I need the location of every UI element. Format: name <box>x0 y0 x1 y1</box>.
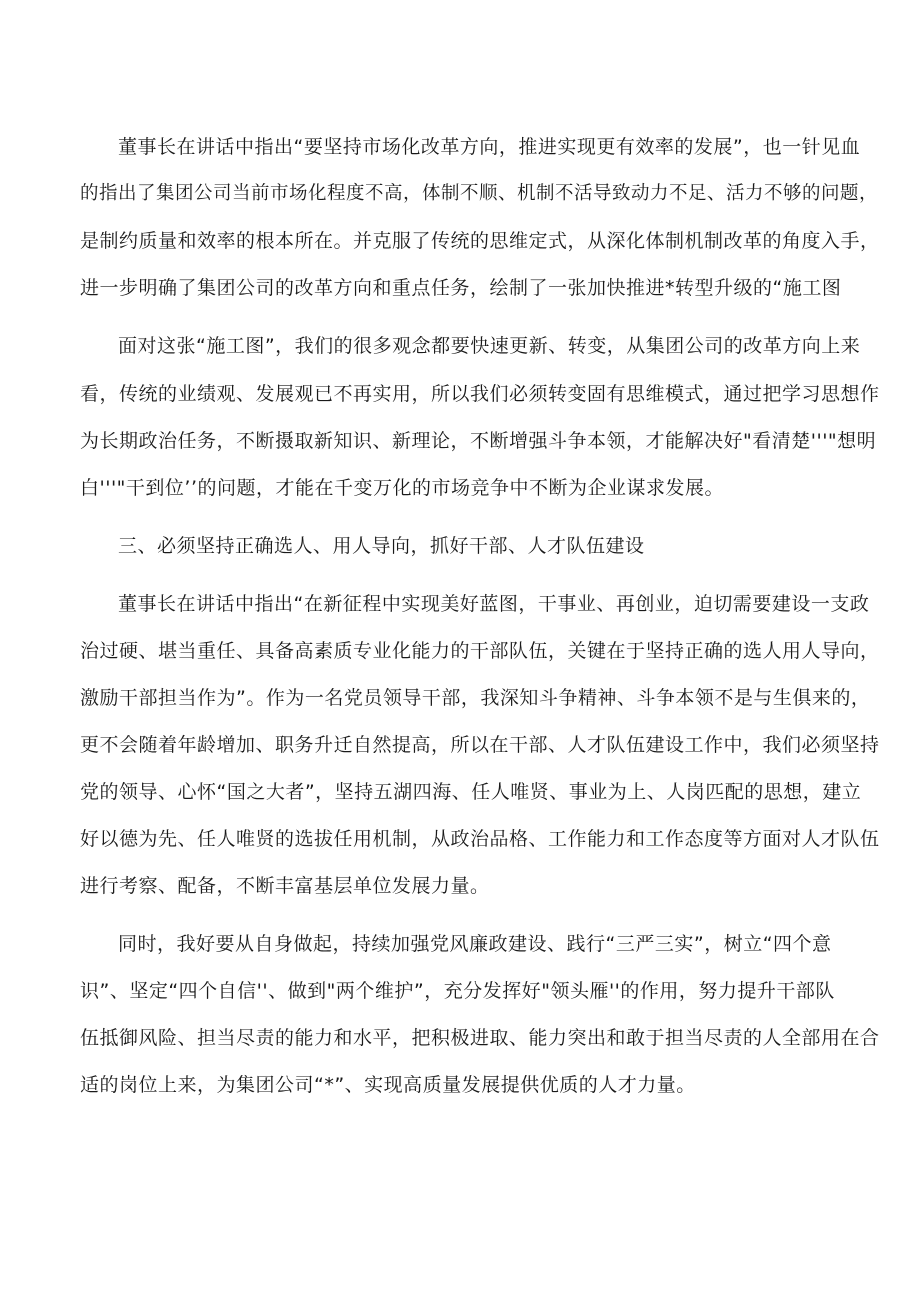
section-heading: 三、必须坚持正确选人、用人导向，抓好干部、人才队伍建设 <box>118 535 645 557</box>
paragraph-4-line-3: 激励干部担当作为”。作为一名党员领导干部，我深知斗争精神、斗争本领不是与生俱来的， <box>80 687 871 709</box>
paragraph-5-line-3: 伍抵御风险、担当尽责的能力和水平，把积极进取、能力突出和敢于担当尽责的人全部用在合 <box>80 1027 880 1049</box>
paragraph-2-line-2: 看，传统的业绩观、发展观已不再实用，所以我们必须转变固有思维模式，通过把学习思想作 <box>80 383 880 405</box>
paragraph-4-line-6: 好以德为先、任人唯贤的选拔任用机制，从政治品格、工作能力和工作态度等方面对人才队伍 <box>80 828 880 850</box>
paragraph-2-line-4: 白'''"干到位’’的问题，才能在千变万化的市场竞争中不断为企业谋求发展。 <box>80 477 724 499</box>
paragraph-4-line-1: 董事长在讲话中指出“在新征程中实现美好蓝图，干事业、再创业，迫切需要建设一支政 <box>118 593 870 615</box>
paragraph-1-line-1: 董事长在讲话中指出“要坚持市场化改革方向，推进实现更有效率的发展”，也一针见血 <box>118 136 861 158</box>
paragraph-4-line-5: 党的领导、心怀“国之大者”，坚持五湖四海、任人唯贤、事业为上、人岗匹配的思想，建立 <box>80 781 862 803</box>
paragraph-5-line-4: 适的岗位上来，为集团公司“*”、实现高质量发展提供优质的人才力量。 <box>80 1074 696 1096</box>
paragraph-5-line-2: 识”、坚定“四个自信''、做到"两个维护”，充分发挥好"领头雁''的作用，努力提升干部队 <box>80 980 835 1002</box>
paragraph-4-line-4: 更不会随着年龄增加、职务升迁自然提高，所以在干部、人才队伍建设工作中，我们必须坚持 <box>80 734 880 756</box>
paragraph-1-line-2: 的指出了集团公司当前市场化程度不高，体制不顺、机制不活导致动力不足、活力不够的问题， <box>80 183 879 204</box>
paragraph-1-line-3: 是制约质量和效率的根本所在。并克服了传统的思维定式，从深化体制机制改革的角度入手， <box>80 230 880 252</box>
paragraph-2-line-1: 面对这张“施工图”，我们的很多观念都要快速更新、转变，从集团公司的改革方向上来 <box>118 335 861 357</box>
paragraph-4-line-7: 进行考察、配备，不断丰富基层单位发展力量。 <box>80 875 490 897</box>
paragraph-2-line-3: 为长期政治任务，不断摄取新知识、新理论，不断增强斗争本领，才能解决好"看清楚'''"想明 <box>80 430 877 452</box>
paragraph-5-line-1: 同时，我好要从自身做起，持续加强党风廉政建设、践行“三严三实”，树立“四个意 <box>118 933 832 955</box>
paragraph-4-line-2: 治过硬、堪当重任、具备高素质专业化能力的干部队伍，关键在于坚持正确的选人用人导向， <box>80 640 880 662</box>
paragraph-1-line-4: 进一步明确了集团公司的改革方向和重点任务，绘制了一张加快推进*转型升级的“施工图 <box>80 277 842 299</box>
